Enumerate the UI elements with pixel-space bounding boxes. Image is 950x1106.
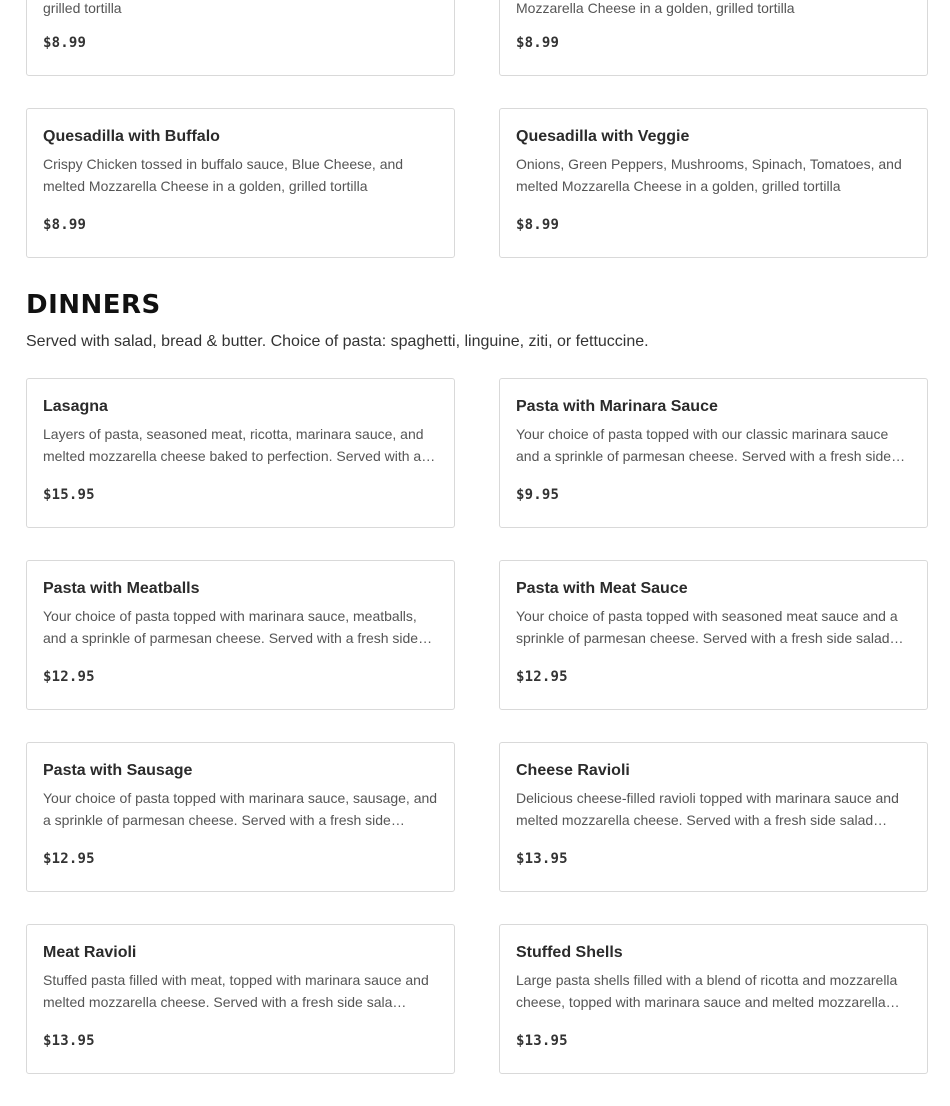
menu-item-name: Pasta with Marinara Sauce: [516, 398, 718, 415]
menu-item-name: Stuffed Shells: [516, 944, 623, 961]
menu-item-description: Delicious cheese-filled ravioli topped with marinara sauce and melted mozzarella cheese. Served with a fresh side salad…: [516, 790, 899, 828]
menu-item-price: $13.95: [43, 1033, 95, 1049]
menu-item-description: Large pasta shells filled with a blend of ricotta and mozzarella cheese, topped with marinara sauce and melted mozzarella…: [516, 972, 900, 1010]
menu-item-description: Crispy Chicken tossed in buffalo sauce, Blue Cheese, and melted Mozzarella Cheese in a golden, grilled tortilla: [43, 156, 404, 194]
menu-item-name: Pasta with Meatballs: [43, 580, 200, 597]
menu-item-price: $12.95: [43, 851, 95, 867]
menu-item-description: Layers of pasta, seasoned meat, ricotta, marinara sauce, and melted mozzarella cheese baked to perfection. Served with a…: [43, 426, 436, 464]
menu-item-name: Lasagna: [43, 398, 108, 415]
menu-item-name: Meat Ravioli: [43, 944, 137, 961]
menu-item-card[interactable]: [499, 0, 928, 76]
quesadilla-items-grid: [26, 0, 928, 258]
menu-item-description: Stuffed pasta filled with meat, topped with marinara sauce and melted mozzarella cheese. Served with a fresh side sala…: [43, 972, 429, 1010]
menu-item-price: $12.95: [43, 669, 95, 685]
menu-item-description: Your choice of pasta topped with our classic marinara sauce and a sprinkle of parmesan cheese. Served with a fresh side…: [516, 426, 906, 464]
menu-item-price: $8.99: [516, 35, 560, 51]
menu-item-card[interactable]: [499, 560, 928, 710]
menu-item-price: $8.99: [516, 217, 560, 233]
menu-item-price: $8.99: [43, 35, 87, 51]
menu-item-price: $13.95: [516, 1033, 568, 1049]
menu-item-card[interactable]: [499, 108, 928, 258]
dinners-items-grid: [26, 378, 928, 1074]
section-title-dinners: DINNERS: [26, 290, 161, 320]
menu-item-name: Quesadilla with Veggie: [516, 128, 690, 145]
menu-item-description: Your choice of pasta topped with marinara sauce, meatballs, and a sprinkle of parmesan cheese. Served with a fresh side…: [43, 608, 433, 646]
menu-item-card[interactable]: [26, 742, 455, 892]
menu-item-card[interactable]: [26, 378, 455, 528]
menu-item-description: Mozzarella Cheese in a golden, grilled tortilla: [516, 0, 795, 16]
menu-item-name: Pasta with Sausage: [43, 762, 193, 779]
menu-item-card[interactable]: [26, 108, 455, 258]
menu-item-card[interactable]: [499, 924, 928, 1074]
menu-item-name: Pasta with Meat Sauce: [516, 580, 688, 597]
section-description: Served with salad, bread & butter. Choice of pasta: spaghetti, linguine, ziti, or fettuccine.: [26, 333, 649, 350]
menu-item-description: grilled tortilla: [43, 0, 122, 16]
menu-item-card[interactable]: [26, 0, 455, 76]
menu-item-card[interactable]: [26, 560, 455, 710]
menu-item-price: $13.95: [516, 851, 568, 867]
menu-item-description: Your choice of pasta topped with marinara sauce, sausage, and a sprinkle of parmesan cheese. Served with a fresh side…: [43, 790, 438, 828]
menu-item-name: Quesadilla with Buffalo: [43, 128, 220, 145]
menu-item-card[interactable]: [26, 924, 455, 1074]
menu-item-price: $12.95: [516, 669, 568, 685]
menu-item-description: Your choice of pasta topped with seasoned meat sauce and a sprinkle of parmesan cheese. Served with a fresh side salad…: [516, 608, 904, 646]
menu-item-price: $15.95: [43, 487, 95, 503]
menu-item-price: $8.99: [43, 217, 87, 233]
menu-item-price: $9.95: [516, 487, 560, 503]
menu-item-description: Onions, Green Peppers, Mushrooms, Spinach, Tomatoes, and melted Mozzarella Cheese in a golden, grilled tortilla: [516, 156, 902, 194]
menu-item-card[interactable]: [499, 742, 928, 892]
menu-item-name: Cheese Ravioli: [516, 762, 630, 779]
menu-item-card[interactable]: [499, 378, 928, 528]
